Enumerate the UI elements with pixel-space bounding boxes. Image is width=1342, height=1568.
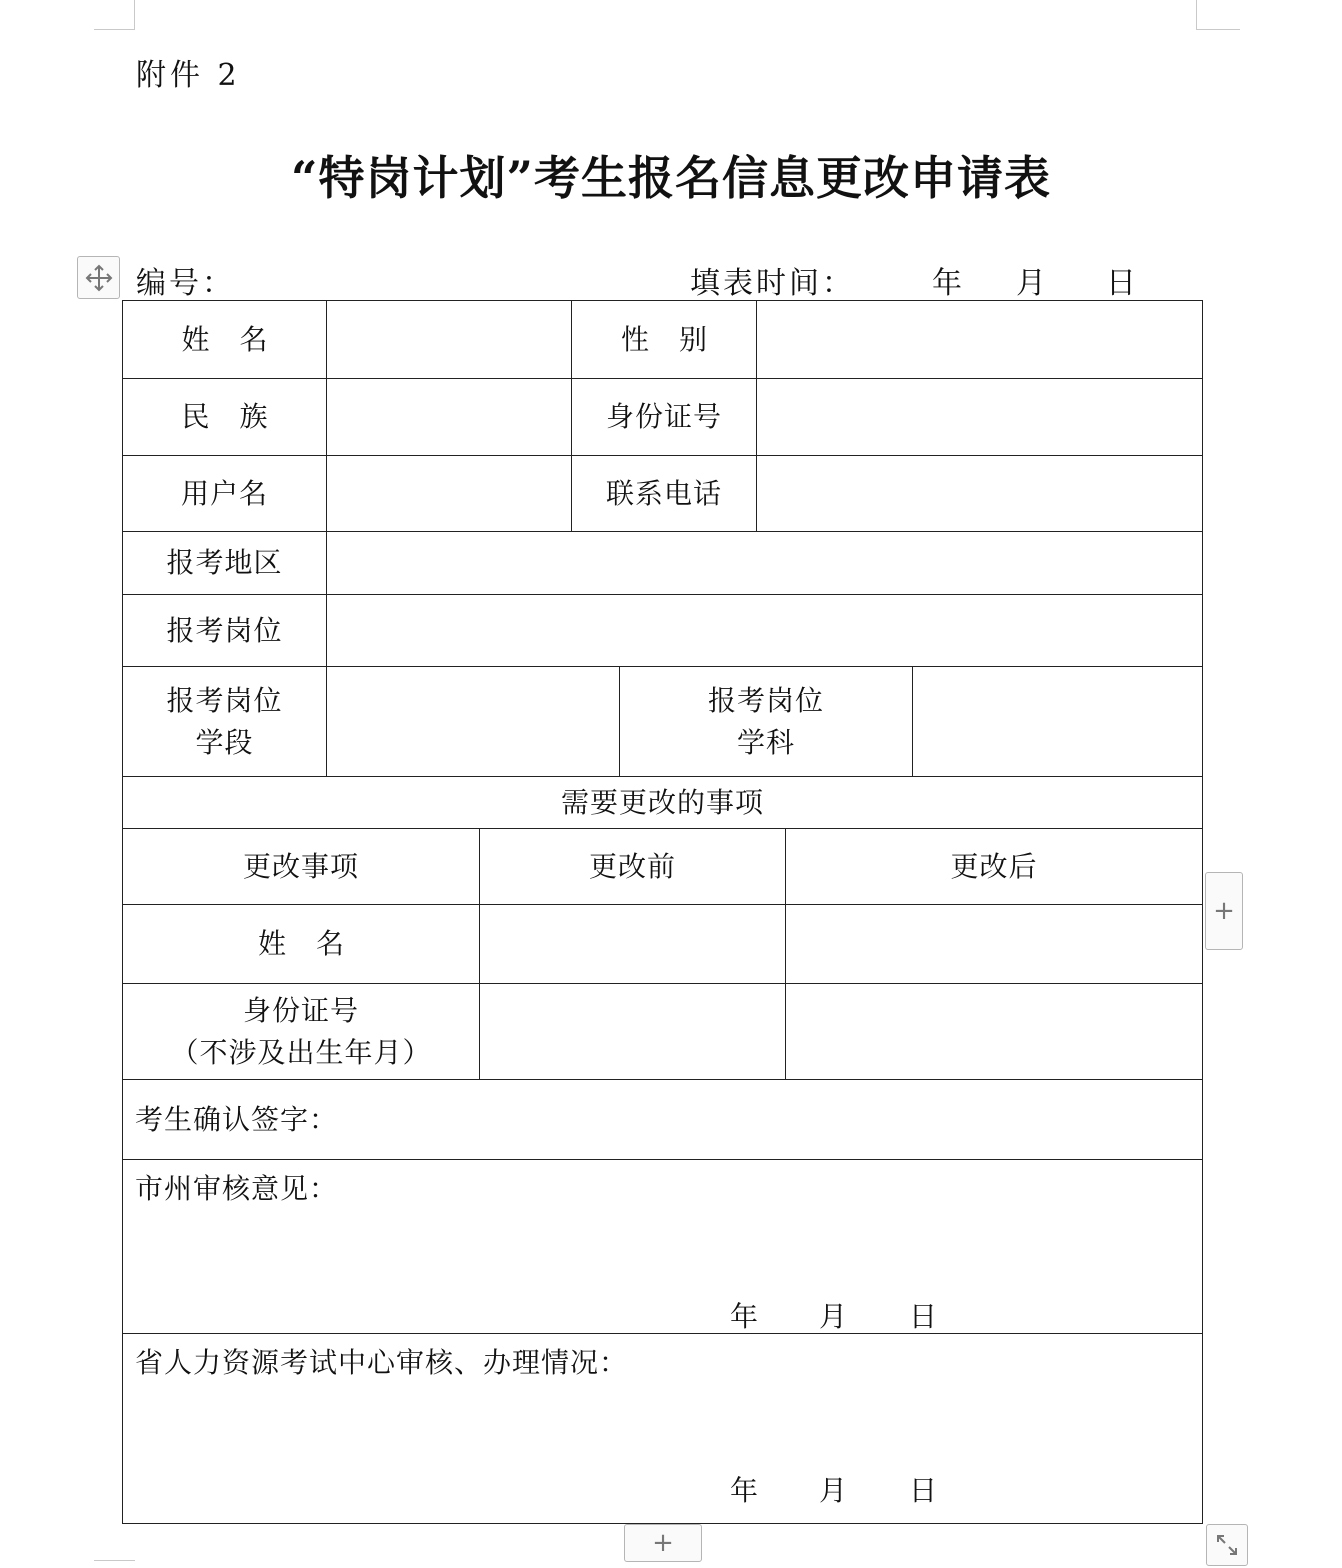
id-after-field[interactable] <box>786 984 1202 1079</box>
stage-label-line2: 学段 <box>195 725 254 759</box>
id-number-label: 身份证号 <box>605 400 722 433</box>
province-review-label: 省人力资源考试中心审核、办理情况： <box>135 1346 629 1379</box>
gender-label: 性别 <box>620 322 737 356</box>
move-icon[interactable] <box>77 256 120 299</box>
application-form-table <box>122 300 1203 1524</box>
col-change-item: 更改事项 <box>242 849 359 883</box>
phone-label: 联系电话 <box>605 476 722 510</box>
id-before-field[interactable] <box>480 984 785 1079</box>
crop-mark <box>94 29 135 30</box>
province-review-day: 日 <box>909 1474 939 1507</box>
add-row-button[interactable]: + <box>624 1524 702 1562</box>
crop-mark <box>1196 29 1240 30</box>
subject-label <box>620 667 912 776</box>
subject-label-line1: 报考岗位 <box>707 683 824 717</box>
id-number-field[interactable] <box>757 379 1202 455</box>
username-label: 用户名 <box>180 476 268 510</box>
date-year: 年 <box>932 266 965 301</box>
province-review-month: 月 <box>819 1474 849 1507</box>
stage-label <box>123 667 326 776</box>
region-label: 报考地区 <box>166 546 283 579</box>
stage-label-line1: 报考岗位 <box>166 683 283 717</box>
change-id-line1: 身份证号 <box>242 993 359 1027</box>
col-after: 更改后 <box>950 849 1038 883</box>
name-before-field[interactable] <box>480 905 785 983</box>
crop-mark <box>94 1560 135 1561</box>
page-title: “特岗计划”考生报名信息更改申请表 <box>291 151 1051 205</box>
changes-header: 需要更改的事项 <box>560 785 764 819</box>
ethnicity-label: 民族 <box>181 400 298 433</box>
position-label: 报考岗位 <box>166 613 283 647</box>
subject-field[interactable] <box>913 667 1202 776</box>
region-field[interactable] <box>327 532 1202 594</box>
name-after-field[interactable] <box>786 905 1202 983</box>
phone-field[interactable] <box>757 456 1202 531</box>
city-review-day: 日 <box>909 1300 939 1333</box>
city-review-year: 年 <box>730 1300 760 1333</box>
city-review-label: 市州审核意见： <box>135 1172 339 1205</box>
username-field[interactable] <box>327 456 571 531</box>
date-month: 月 <box>1016 266 1049 301</box>
stage-field[interactable] <box>327 667 619 776</box>
date-day: 日 <box>1106 266 1139 301</box>
add-column-button[interactable]: + <box>1205 872 1243 950</box>
crop-mark <box>1196 0 1197 30</box>
number-label: 编号： <box>136 266 235 301</box>
crop-mark <box>134 0 135 30</box>
change-name-label: 姓名 <box>257 927 374 960</box>
col-before: 更改前 <box>588 849 676 883</box>
attachment-label: 附件 2 <box>136 58 241 93</box>
change-id-label <box>123 984 479 1079</box>
resize-icon[interactable] <box>1206 1524 1248 1566</box>
subject-label-line2: 学科 <box>736 725 795 759</box>
date-label: 填表时间： <box>690 266 855 301</box>
ethnicity-field[interactable] <box>327 379 571 455</box>
city-review-month: 月 <box>819 1300 849 1333</box>
signature-label: 考生确认签字： <box>135 1102 339 1136</box>
gender-field[interactable] <box>757 301 1202 378</box>
position-field[interactable] <box>327 595 1202 666</box>
change-id-line2: （不涉及出生年月） <box>170 1035 432 1069</box>
province-review-year: 年 <box>730 1474 760 1507</box>
name-label: 姓名 <box>181 322 298 356</box>
name-field[interactable] <box>327 301 571 378</box>
